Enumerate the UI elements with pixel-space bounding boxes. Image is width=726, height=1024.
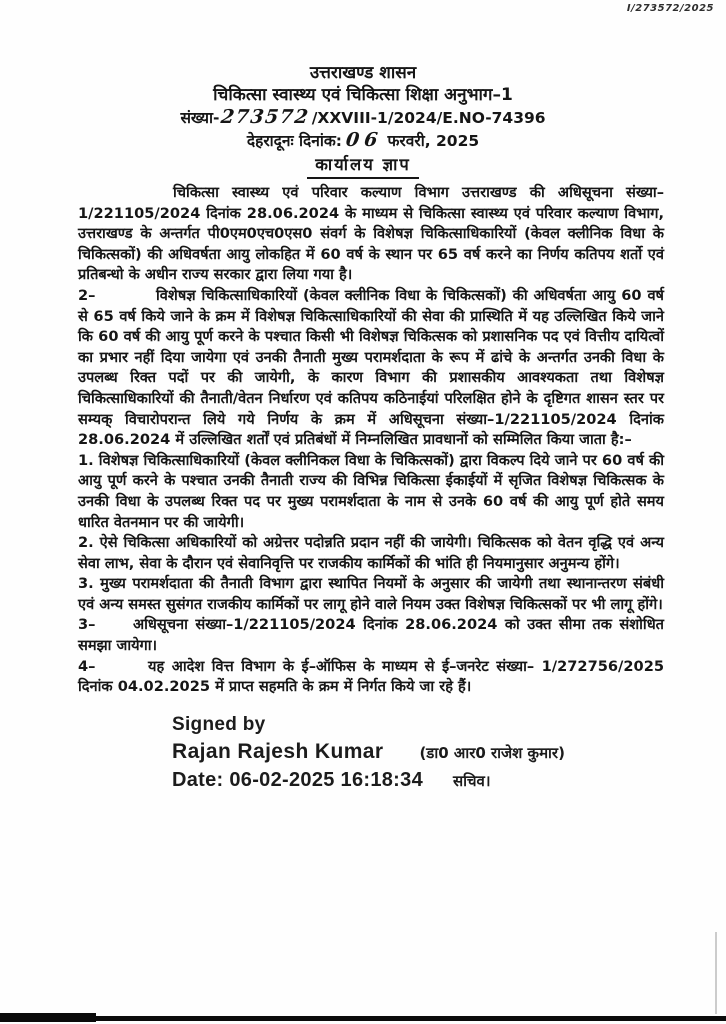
signer-name-latin: Rajan Rajesh Kumar — [172, 739, 384, 763]
paragraph-3-number: 3– — [78, 616, 96, 634]
place-date-line — [0, 129, 726, 152]
letterhead — [0, 0, 726, 179]
digital-signature-block — [172, 712, 726, 794]
paragraph-2 — [78, 286, 664, 451]
paragraph-3-text: अधिसूचना संख्या–1/221105/2024 दिनांक 28.06.2024 को उक्त सीमा तक संशोधित समझा जायेगा। — [78, 616, 664, 655]
memo-number-suffix: /XXVIII-1/2024/E.NO-74396 — [311, 109, 546, 127]
memo-number-line — [0, 106, 726, 129]
list-item-3: 3. मुख्य परामर्शदाता की तैनाती विभाग द्वारा स्थापित नियमों के अनुसार की जायेगी तथा स्थानान्तरण संबंधी एवं अन्य समस्त सुसंगत राजकीय कार्मिकों पर लागू होने वाले नियम उक्त विशेषज्ञ चिकित्सकों पर भी लागू होंगे। — [78, 575, 664, 613]
file-reference-number: I/273572/2025 — [626, 3, 714, 14]
paragraph-2-number: 2– — [78, 286, 96, 304]
government-name: उत्तराखण्ड शासन — [309, 63, 417, 83]
date-suffix: फरवरी, 2025 — [387, 132, 480, 150]
paragraph-4 — [78, 657, 664, 698]
paragraph-2-text: विशेषज्ञ चिकित्साधिकारियों (केवल क्लीनिक विधा के चिकित्सकों) की अधिवर्षता आयु 60 वर्ष से 65 वर्ष किये जाने के क्रम में विशेषज्ञ चिकित्साधिकारियों की सेवा की प्रास्थिति में यह उल्लिखित किये जाने कि 60 वर्ष की आयु पूर्ण करने के पश्चात किसी भी विशेषज्ञ चिकित्सक को प्रशासनिक पद एवं वित्तीय दायित्वों का प्रभार नहीं दिया जायेगा एवं उनकी तैनाती मुख्य परामर्शदाता के रूप में ढांचे के अन्तर्गत उनकी विधा के उपलब्ध रिक्त पदों पर की जायेगी, के कारण विभाग की प्रशासकीय आवश्यकता तथा विशेषज्ञ चिकित्साधिकारियों की तैनाती/वेतन निर्धारण एवं कतिपय कठिनाईयां परिलक्षित होने के दृष्टिगत शासन स्तर पर सम्यक् विचारोपरान्त लिये गये निर्णय के क्रम में अधिसूचना संख्या–1/221105/2024 दिनांक 28.06.2024 में उल्लिखित शर्तों एवं प्रतिबंधों में निम्नलिखित प्रावधानों को सम्मिलित किया जाता है:– — [78, 286, 664, 449]
paragraph-1: चिकित्सा स्वास्थ्य एवं परिवार कल्याण विभाग उत्तराखण्ड की अधिसूचना संख्या–1/221105/2024 दिनांक 28.06.2024 के माध्यम से चिकित्सा स्वास्थ्य एवं परिवार कल्याण विभाग, उत्तराखण्ड के अन्तर्गत पी0एम0एच0एस0 संवर्ग के विशेषज्ञ चिकित्साधिकारियों (केवल क्लीनिक विधा के चिकित्सकों) की अधिवर्षता आयु लोकहित में 60 वर्ष के स्थान पर 65 वर्ष करने का निर्णय कतिपय शर्तो एवं प्रतिबन्धो के अधीन राज्य सरकार द्वारा लिया गया है। — [78, 184, 664, 284]
list-item-1: 1. विशेषज्ञ चिकित्साधिकारियों (केवल क्लीनिकल विधा के चिकित्सकों) द्वारा विकल्प दिये जाने पर 60 वर्ष की आयु पूर्ण करने के पश्चात उनकी तैनाती राज्य की विभिन्न चिकित्सा ईकाईयों में सृजित विशेषज्ञ चिकित्सक के उनकी विधा के उपलब्ध रिक्त पद पर मुख्य परामर्शदाता के नाम से उनके 60 वर्ष की आयु पूर्ण होते समय धारित वेतनमान पर की जायेगी। — [78, 451, 664, 531]
signer-designation: सचिव। — [453, 771, 491, 790]
scan-bottom-bar-artifact — [0, 1016, 726, 1021]
signer-name-hindi: (डा0 आर0 राजेश कुमार) — [419, 743, 565, 762]
paragraph-4-text: यह आदेश वित्त विभाग के ई–ऑफिस के माध्यम से ई–जनरेट संख्या– 1/272756/2025 दिनांक 04.02.2025 में प्राप्त सहमति के क्रम में निर्गत किये जा रहे हैं। — [78, 657, 664, 696]
memo-title: कार्यालय ज्ञाप — [307, 154, 419, 179]
memo-body — [78, 183, 664, 698]
handwritten-date: 06 — [344, 129, 384, 151]
signature-date-time: Date: 06-02-2025 16:18:34 — [172, 768, 423, 791]
handwritten-memo-number: 273572 — [220, 106, 312, 128]
scan-bottom-corner-artifact — [0, 1013, 96, 1022]
paragraph-4-number: 4– — [78, 657, 96, 675]
memo-number-prefix: संख्या- — [180, 109, 220, 127]
scan-edge-artifact — [715, 932, 717, 1014]
signed-by-text: Signed by — [172, 713, 266, 735]
paragraph-3 — [78, 615, 664, 656]
department-section: चिकित्सा स्वास्थ्य एवं चिकित्सा शिक्षा अनुभाग–1 — [213, 85, 513, 105]
place-date-prefix: देहरादूनः दिनांक: — [246, 132, 342, 150]
list-item-2: 2. ऐसे चिकित्सा अधिकारियों को अग्रेत्तर पदोन्नति प्रदान नहीं की जायेगी। चिकित्सक को वेतन वृद्धि एवं अन्य सेवा लाभ, सेवा के दौरान एवं सेवानिवृत्ति पर राजकीय कार्मिकों की भांति ही नियमानुसार अनुमन्य होंगे। — [78, 534, 664, 572]
